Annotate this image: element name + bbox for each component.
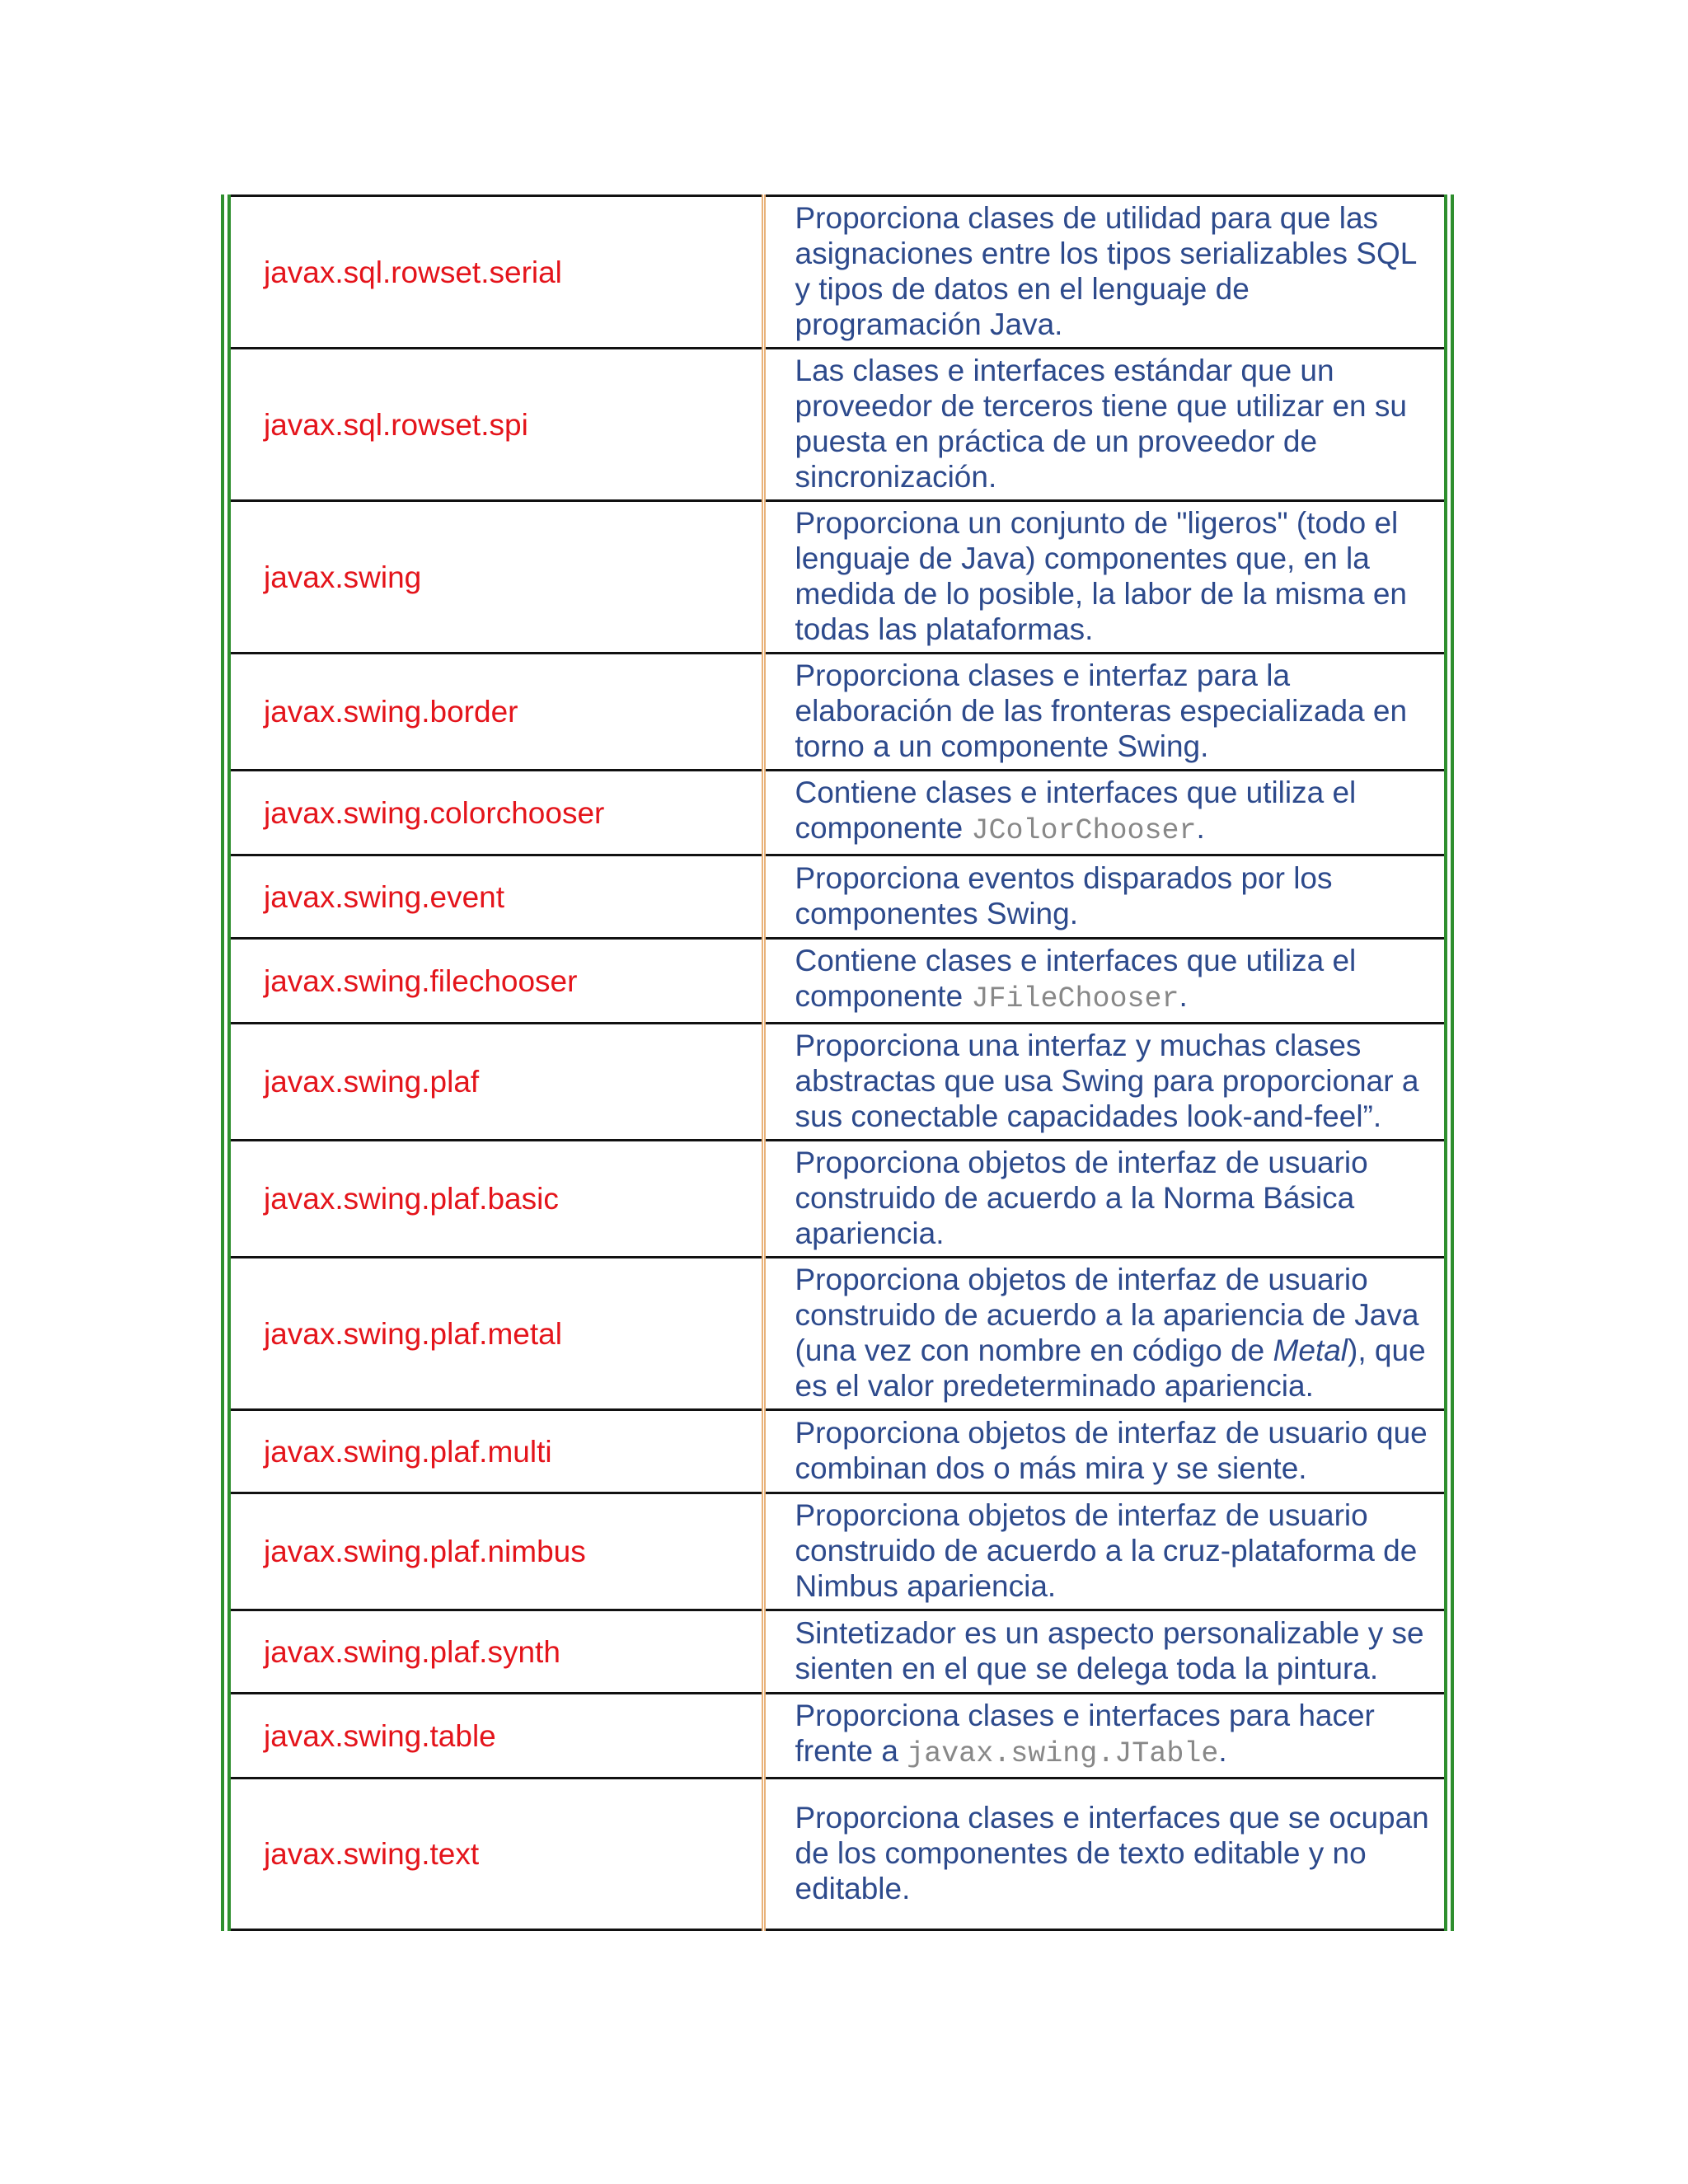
package-name: javax.swing.plaf.basic xyxy=(226,1141,763,1258)
package-description xyxy=(763,1141,1449,1258)
package-name: javax.sql.rowset.spi xyxy=(226,349,763,501)
description-text: Proporciona eventos disparados por los componentes Swing. xyxy=(795,861,1333,930)
package-description xyxy=(763,771,1449,855)
package-description xyxy=(763,196,1449,349)
table-row xyxy=(226,855,1449,939)
description-end: . xyxy=(1179,979,1188,1013)
description-text: Proporciona objetos de interfaz de usuario construido de acuerdo a la Norma Básica apariencia. xyxy=(795,1146,1368,1250)
package-table xyxy=(221,194,1454,1931)
table-row xyxy=(226,1610,1449,1694)
package-description xyxy=(763,654,1449,771)
description-end: ), que es el valor predeterminado apariencia. xyxy=(795,1333,1426,1403)
package-name: javax.swing.plaf xyxy=(226,1024,763,1141)
table-row xyxy=(226,196,1449,349)
description-end: . xyxy=(1196,811,1205,845)
package-name: javax.swing.colorchooser xyxy=(226,771,763,855)
code-class-name: JColorChooser xyxy=(971,814,1197,847)
package-name: javax.swing.event xyxy=(226,855,763,939)
package-description xyxy=(763,1779,1449,1930)
description-text: Contiene clases e interfaces que utiliza el componente xyxy=(795,776,1357,845)
table-row xyxy=(226,1493,1449,1610)
description-text: Proporciona clases e interfaces que se ocupan de los componentes de texto editable y no editable. xyxy=(795,1801,1429,1905)
description-text: Las clases e interfaces estándar que un proveedor de terceros tiene que utilizar en su puesta en práctica de un proveedor de sincronización. xyxy=(795,354,1407,494)
package-name: javax.swing.plaf.multi xyxy=(226,1410,763,1493)
table-row xyxy=(226,771,1449,855)
description-text: Proporciona objetos de interfaz de usuario construido de acuerdo a la cruz-plataforma de Nimbus apariencia. xyxy=(795,1498,1418,1603)
package-description xyxy=(763,501,1449,654)
table-row xyxy=(226,1694,1449,1779)
table-row xyxy=(226,1141,1449,1258)
description-text: Proporciona objetos de interfaz de usuario que combinan dos o más mira y se siente. xyxy=(795,1416,1428,1485)
code-class-name: javax.swing.JTable xyxy=(907,1737,1219,1770)
description-text: Proporciona clases de utilidad para que las asignaciones entre los tipos serializables SQL y tipos de datos en el lenguaje de programación Java. xyxy=(795,201,1416,341)
package-description xyxy=(763,939,1449,1024)
package-name: javax.swing.table xyxy=(226,1694,763,1779)
package-name: javax.sql.rowset.serial xyxy=(226,196,763,349)
code-class-name: JFileChooser xyxy=(971,982,1179,1015)
description-text: Proporciona clases e interfaces para hacer frente a xyxy=(795,1699,1375,1768)
table-row xyxy=(226,1258,1449,1410)
package-description xyxy=(763,1694,1449,1779)
table-row xyxy=(226,1779,1449,1930)
description-text: Contiene clases e interfaces que utiliza el componente xyxy=(795,944,1357,1013)
table-row xyxy=(226,654,1449,771)
table-row xyxy=(226,1410,1449,1493)
package-name: javax.swing.plaf.synth xyxy=(226,1610,763,1694)
package-name: javax.swing.plaf.nimbus xyxy=(226,1493,763,1610)
package-name: javax.swing.border xyxy=(226,654,763,771)
package-description xyxy=(763,1610,1449,1694)
package-description xyxy=(763,1024,1449,1141)
italic-term: Metal xyxy=(1273,1333,1348,1367)
description-text: Proporciona clases e interfaz para la elaboración de las fronteras especializada en torno a un componente Swing. xyxy=(795,658,1408,763)
package-description xyxy=(763,1410,1449,1493)
package-name: javax.swing.plaf.metal xyxy=(226,1258,763,1410)
description-text: Proporciona objetos de interfaz de usuario construido de acuerdo a la apariencia de Java (una vez con nombre en código de xyxy=(795,1263,1419,1367)
description-text: Proporciona un conjunto de "ligeros" (todo el lenguaje de Java) componentes que, en la medida de lo posible, la labor de la misma en todas las plataformas. xyxy=(795,506,1407,646)
package-name: javax.swing.text xyxy=(226,1779,763,1930)
description-text: Sintetizador es un aspecto personalizable y se sienten en el que se delega toda la pintura. xyxy=(795,1616,1424,1685)
package-description xyxy=(763,855,1449,939)
package-table-body xyxy=(226,196,1449,1930)
table-row xyxy=(226,1024,1449,1141)
table-row xyxy=(226,939,1449,1024)
package-description xyxy=(763,1258,1449,1410)
description-end: . xyxy=(1218,1734,1227,1768)
description-text: Proporciona una interfaz y muchas clases abstractas que usa Swing para proporcionar a sus conectable capacidades look-and-feel”. xyxy=(795,1029,1419,1133)
table-row xyxy=(226,501,1449,654)
package-description xyxy=(763,1493,1449,1610)
package-name: javax.swing xyxy=(226,501,763,654)
package-name: javax.swing.filechooser xyxy=(226,939,763,1024)
package-description xyxy=(763,349,1449,501)
table-row xyxy=(226,349,1449,501)
